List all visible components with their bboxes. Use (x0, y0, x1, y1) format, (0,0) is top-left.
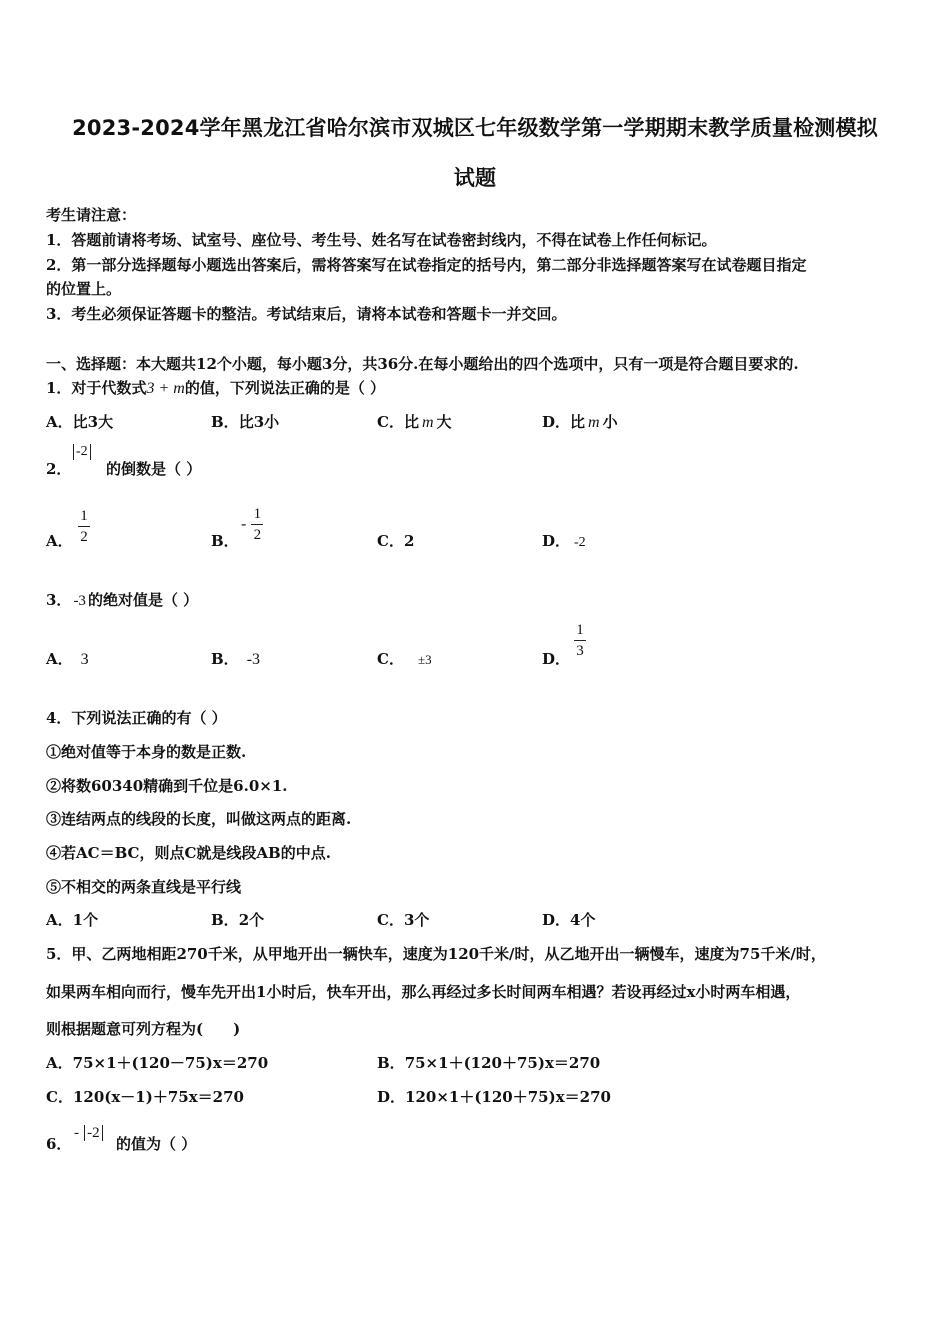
fraction-one-half (78, 508, 90, 545)
option-c[interactable] (377, 530, 414, 551)
abs-value-expression: -2 (84, 1125, 103, 1141)
page-title: 2023-2024学年黑龙江省哈尔滨市双城区七年级数学第一学期期末教学质量检测模拟 (72, 116, 878, 140)
option-b[interactable] (211, 648, 260, 669)
minus-sign: - (241, 515, 247, 533)
option-label: B． (211, 911, 239, 929)
option-label: A． (46, 911, 73, 929)
option-label: C． (377, 650, 404, 668)
option-label: A． (46, 1054, 73, 1072)
question-3-stem (46, 589, 198, 610)
option-text: 120×1＋(120＋75)x＝270 (405, 1088, 611, 1106)
option-a[interactable] (46, 530, 73, 551)
option-variable: m (421, 414, 434, 431)
statement-item: ⑤不相交的两条直线是平行线 (46, 878, 242, 896)
option-label: D． (542, 413, 571, 431)
option-text: 比 (403, 413, 419, 431)
option-b[interactable] (377, 1052, 600, 1073)
option-c[interactable] (377, 648, 432, 669)
option-a[interactable] (46, 411, 113, 432)
option-label: B． (211, 532, 239, 550)
option-b[interactable] (211, 411, 279, 432)
fraction-negative-one-half (241, 506, 263, 543)
question-3-expression: -3 (73, 593, 86, 609)
question-5-stem-line: 如果两车相向而行，慢车先开出1小时后，快车开出，那么再经过多长时间两车相遇？若设再经过x小时两车相遇， (46, 983, 801, 1001)
question-3-suffix: 的绝对值是（ ） (87, 591, 199, 609)
section-heading: 一、选择题：本大题共12个小题，每小题3分，共36分.在每小题给出的四个选项中，只有一项是符合题目要求的. (46, 355, 799, 373)
question-5-stem-line: 则根据题意可列方程为( ) (46, 1020, 241, 1038)
question-5-stem-line: 5．甲、乙两地相距270千米，从甲地开出一辆快车，速度为120千米/时，从乙地开出一辆慢车，速度为75千米/时， (46, 945, 826, 963)
statement-item: ③连结两点的线段的长度，叫做这两点的距离. (46, 810, 352, 828)
option-label: A． (46, 532, 73, 550)
question-1-suffix: 的值，下列说法正确的是（ ） (184, 379, 386, 397)
option-text: 75×1＋(120＋75)x＝270 (404, 1054, 601, 1072)
notice-heading: 考生请注意： (46, 206, 137, 224)
option-c[interactable] (377, 411, 452, 432)
option-d[interactable] (542, 530, 586, 551)
notice-item: 2．第一部分选择题每小题选出答案后，需将答案写在试卷指定的括号内，第二部分非选择题答案写在试卷题目指定 (46, 256, 807, 274)
option-text: 2个 (238, 911, 265, 929)
option-text: -3 (246, 651, 261, 668)
question-1-prefix: 1．对于代数式 (46, 379, 147, 397)
option-label: B． (377, 1054, 405, 1072)
option-label: D． (542, 911, 571, 929)
fraction-numerator: 1 (576, 622, 584, 638)
statement-item: ①绝对值等于本身的数是正数. (46, 743, 247, 761)
option-a[interactable] (46, 648, 89, 669)
option-label: C． (377, 413, 404, 431)
question-2-number: 2． (46, 460, 72, 478)
option-text: 1个 (72, 911, 99, 929)
option-label: C． (377, 911, 404, 929)
option-label: D． (377, 1088, 406, 1106)
option-c[interactable] (377, 909, 429, 930)
option-d[interactable] (542, 909, 595, 930)
notice-item: 3．考生必须保证答题卡的整洁。考试结束后，请将本试卷和答题卡一并交回。 (46, 305, 567, 323)
option-text: 75×1＋(120－75)x＝270 (72, 1054, 269, 1072)
option-d[interactable] (542, 648, 570, 669)
option-text: 120(x－1)＋75x＝270 (72, 1088, 244, 1106)
page-title-continued: 试题 (453, 166, 497, 190)
fraction-numerator: 1 (80, 508, 88, 524)
option-label: D． (542, 650, 571, 668)
option-d[interactable] (542, 411, 618, 432)
question-6-suffix: 的值为（ ） (116, 1135, 197, 1153)
option-text: 比3小 (238, 413, 280, 431)
question-6-expression (74, 1122, 103, 1142)
question-4-stem: 4．下列说法正确的有（ ） (46, 709, 227, 727)
fraction-one-third (574, 622, 586, 659)
option-text: 比 (570, 413, 586, 431)
option-d[interactable] (377, 1086, 611, 1107)
option-a[interactable] (46, 1052, 268, 1073)
option-c[interactable] (46, 1086, 244, 1107)
option-label: A． (46, 413, 73, 431)
option-label: C． (46, 1088, 73, 1106)
question-1-stem (46, 377, 385, 398)
option-b[interactable] (211, 530, 239, 551)
option-label: B． (211, 650, 239, 668)
option-text: 小 (602, 413, 618, 431)
option-text: ±3 (417, 652, 432, 667)
option-text: 比3大 (72, 413, 114, 431)
fraction-denominator: 2 (253, 527, 262, 543)
minus-sign: - (74, 1125, 79, 1141)
option-text: 2 (403, 532, 415, 550)
option-text: 3 (80, 651, 89, 668)
statement-item: ②将数60340精确到千位是6.0×1. (46, 777, 288, 795)
option-label: B． (211, 413, 239, 431)
option-a[interactable] (46, 909, 98, 930)
question-6-number: 6． (46, 1135, 72, 1153)
option-text: 大 (436, 413, 452, 431)
option-label: D． (542, 532, 571, 550)
option-variable: m (588, 414, 600, 431)
option-label: C． (377, 532, 404, 550)
option-text: 4个 (570, 911, 596, 929)
fraction-denominator: 3 (576, 643, 584, 659)
notice-item: 的位置上。 (46, 280, 122, 298)
question-2-suffix: 的倒数是（ ） (106, 460, 202, 478)
statement-item: ④若AC＝BC，则点C就是线段AB的中点. (46, 844, 331, 862)
option-text: -2 (574, 535, 586, 550)
option-label: A． (46, 650, 73, 668)
fraction-denominator: 2 (80, 529, 88, 545)
option-b[interactable] (211, 909, 264, 930)
notice-item: 1．答题前请将考场、试室号、座位号、考生号、姓名写在试卷密封线内，不得在试卷上作任何标记。 (46, 231, 717, 249)
option-text: 3个 (403, 911, 430, 929)
question-2-abs-expression: -2 (73, 444, 91, 460)
question-1-expression: 3 + m (146, 380, 185, 397)
fraction-numerator: 1 (253, 506, 262, 522)
question-3-number: 3． (46, 591, 72, 609)
